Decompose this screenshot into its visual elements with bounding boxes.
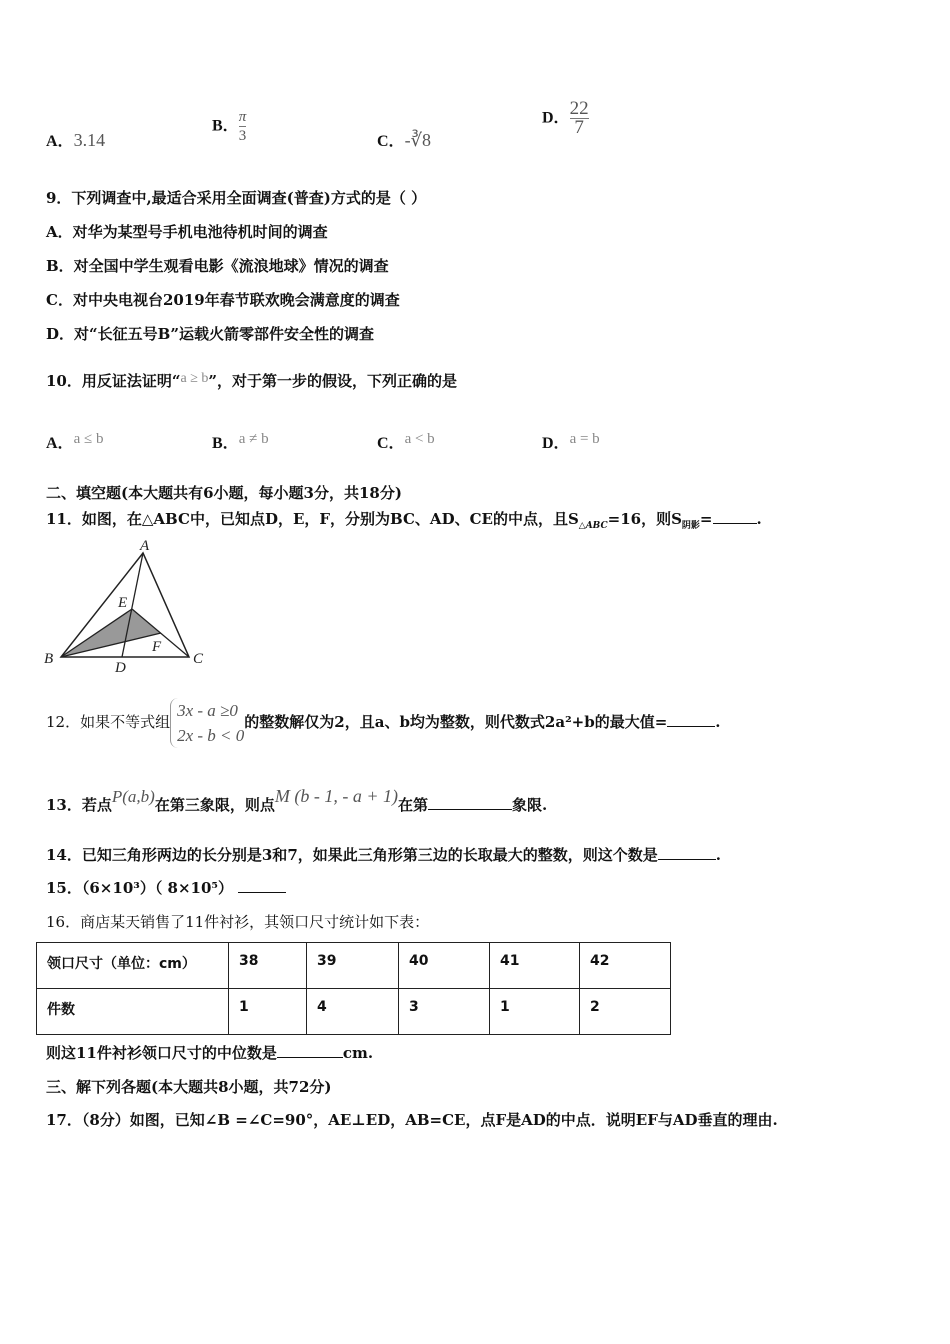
- q10-option-d: [542, 430, 600, 453]
- option-label: D．: [542, 435, 570, 452]
- label-f: F: [152, 639, 162, 655]
- q16-stem: 16．商店某天销售了11件衬衫，其领口尺寸统计如下表：: [46, 913, 430, 931]
- table-cell: 39: [307, 943, 399, 989]
- table-cell: 38: [229, 943, 307, 989]
- question-text: 则这11件衬衫领口尺寸的中位数是: [46, 1044, 277, 1062]
- q11-triangle-figure: [40, 535, 220, 680]
- table-cell: 40: [399, 943, 490, 989]
- numerator: π: [238, 109, 247, 125]
- q8-option-c: [377, 128, 431, 151]
- math-expression: a ≥ b: [180, 371, 209, 386]
- option-value: 3.14: [73, 130, 106, 150]
- label-c: C: [193, 651, 204, 667]
- table-cell: 41: [490, 943, 580, 989]
- q14-text: 14．已知三角形两边的长分别是3和7，如果此三角形第三边的长取最大的整数，则这个数是 .: [46, 846, 721, 864]
- option-value: a < b: [404, 431, 435, 447]
- answer-blank: [277, 1043, 343, 1058]
- q9-option-b: B．对全国中学生观看电影《流浪地球》情况的调查: [46, 257, 389, 275]
- table-row: [37, 943, 671, 989]
- q10-stem: [46, 370, 457, 391]
- inequality-1: 3x - a ≥0: [177, 701, 238, 720]
- subscript: 阴影: [681, 521, 700, 531]
- q17-text: 17．（8分）如图，已知∠B =∠C=90°，AE⊥ED，AB=CE，点F是AD的中点．说明EF与AD垂直的理由.: [46, 1111, 778, 1129]
- table-cell: 42: [580, 943, 671, 989]
- table-cell: 件数: [37, 989, 229, 1035]
- answer-blank: [667, 712, 715, 727]
- answer-blank: [658, 845, 716, 860]
- option-value: a ≠ b: [238, 431, 269, 447]
- q10-option-c: [377, 430, 435, 453]
- option-value: a ≤ b: [73, 431, 104, 447]
- table-cell: 3: [399, 989, 490, 1035]
- option-label: D．: [542, 109, 570, 127]
- answer-blank: [428, 795, 512, 810]
- table-row: [37, 989, 671, 1035]
- q12-text: 12．如果不等式组 3x - a ≥0 2x - b < 0 的整数解仅为2，且a、b均为整数，则代数式2a²+b的最大值= .: [46, 698, 721, 748]
- shaded-region: [61, 609, 161, 657]
- question-text: 12．如果不等式组: [46, 713, 171, 731]
- table-cell: 2: [580, 989, 671, 1035]
- table-cell: 领口尺寸（单位：cm）: [37, 943, 229, 989]
- fraction: [239, 108, 247, 145]
- table-cell: 1: [490, 989, 580, 1035]
- label-a: A: [140, 538, 150, 554]
- table-cell: 1: [229, 989, 307, 1035]
- option-label: B．: [212, 117, 239, 135]
- section-2-heading: 二、填空题(本大题共有6小题，每小题3分，共18分): [46, 484, 402, 502]
- q13-text: [46, 786, 547, 815]
- question-text: =16，则S: [607, 510, 682, 528]
- option-label: C．: [377, 133, 405, 150]
- option-label: A．: [46, 435, 74, 452]
- question-text: 在第三象限，则点: [154, 796, 275, 814]
- question-text: 的整数解仅为2，且a、b均为整数，则代数式2a²+b的最大值=: [244, 713, 668, 731]
- numerator: 22: [569, 98, 589, 119]
- question-text: 11．如图，在△ABC中，已知点D，E，F，分别为BC、AD、CE的中点，且S: [46, 510, 579, 528]
- label-e: E: [118, 595, 128, 611]
- question-text: 13．若点: [46, 796, 112, 814]
- question-text: =: [699, 510, 713, 528]
- stem-text: 10．用反证法证明“: [46, 372, 181, 390]
- point-p: P(a,b): [111, 787, 155, 806]
- q15-text: [46, 877, 286, 898]
- label-d: D: [115, 660, 126, 676]
- denominator: 7: [574, 117, 584, 138]
- table-cell: 4: [307, 989, 399, 1035]
- q10-option-a: [46, 430, 103, 453]
- label-b: B: [44, 651, 54, 667]
- option-label: C．: [377, 435, 405, 452]
- point-m: M (b - 1, - a + 1): [274, 786, 398, 806]
- stem-text: ”，对于第一步的假设，下列正确的是: [208, 372, 458, 390]
- q9-option-c: C．对中央电视台2019年春节联欢晚会满意度的调查: [46, 291, 400, 309]
- collar-size-table: [36, 942, 671, 1035]
- question-text: 14．已知三角形两边的长分别是3和7，如果此三角形第三边的长取最大的整数，则这个数是: [46, 846, 658, 864]
- q9-stem: 9．下列调查中,最适合采用全面调查(普查)方式的是（ ）: [46, 189, 427, 207]
- option-label: B．: [212, 435, 239, 452]
- fraction: [570, 100, 589, 137]
- section-3-heading: 三、解下列各题(本大题共8小题，共72分): [46, 1078, 332, 1096]
- option-label: A．: [46, 133, 74, 150]
- option-value: -∛8: [404, 130, 432, 150]
- option-value: a = b: [569, 431, 600, 447]
- question-text: 15．（6×10³）（ 8×10⁵）: [46, 879, 233, 897]
- q11-text: 11．如图，在△ABC中，已知点D，E，F，分别为BC、AD、CE的中点，且$S_{\triangle ABC}=16$，则$S_{阴影}=$ .: [46, 510, 762, 531]
- q9-option-a: A．对华为某型号手机电池待机时间的调查: [46, 223, 328, 241]
- q16-question: [46, 1042, 373, 1063]
- answer-blank: [238, 878, 286, 893]
- question-text: 在第: [397, 796, 428, 814]
- denominator: 3: [238, 128, 247, 144]
- question-text: cm.: [342, 1044, 374, 1062]
- q8-option-d: [542, 100, 589, 137]
- question-text: 象限.: [512, 796, 548, 814]
- q8-option-a: [46, 128, 105, 151]
- q9-option-d: D．对“长征五号B”运载火箭零部件安全性的调查: [46, 325, 374, 343]
- subscript: △ABC: [578, 521, 608, 531]
- q10-option-b: [212, 430, 269, 453]
- inequality-2: 2x - b < 0: [177, 726, 245, 745]
- answer-blank: [713, 509, 757, 524]
- q8-option-b: [212, 108, 246, 145]
- inequality-system: [170, 698, 244, 748]
